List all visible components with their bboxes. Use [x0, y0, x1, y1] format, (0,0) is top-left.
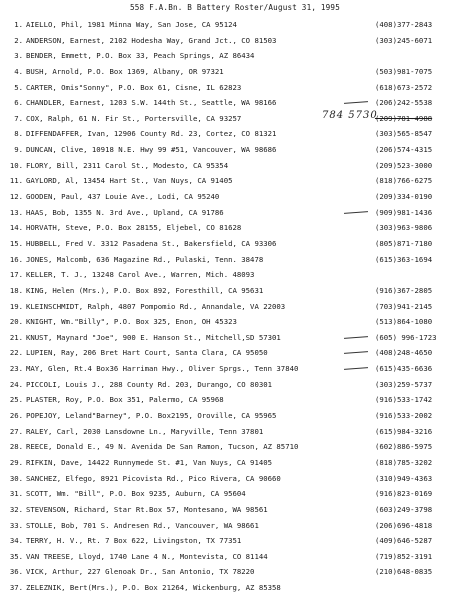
list-item	[4, 439, 466, 455]
entry-phone: (618)673-2572	[375, 82, 433, 92]
entry-number: 29.	[9, 457, 23, 467]
entry-phone: (605) 996-1723	[375, 332, 437, 342]
entry-number: 9.	[14, 145, 23, 155]
list-item	[4, 236, 466, 252]
entry-phone: (818)785-3202	[375, 457, 433, 467]
entry-number: 21.	[9, 332, 23, 342]
entry-name-address: GOODEN, Paul, 437 Louie Ave., Lodi, CA 95240	[26, 192, 220, 202]
list-item	[4, 502, 466, 518]
entry-name-address: TERRY, H. V., Rt. 7 Box 622, Livingston, TX 77351	[26, 536, 242, 546]
entry-phone: (408)377-2843	[375, 20, 433, 29]
entry-name-address: SCOTT, Wm. "Bill", P.O. Box 9235, Auburn, CA 95604	[26, 489, 246, 499]
list-item	[4, 17, 466, 33]
entry-number: 34.	[9, 536, 23, 546]
entry-name-address: KLEINSCHMIDT, Ralph, 4807 Pompomio Rd., Annandale, VA 22003	[26, 301, 286, 311]
entry-number: 1.	[14, 20, 23, 29]
list-item	[4, 95, 466, 111]
entry-name-address: HORVATH, Steve, P.O. Box 28155, Eljebel, CO 81628	[26, 223, 242, 233]
list-item	[4, 189, 466, 205]
entry-phone: (303)245-6071	[375, 35, 433, 45]
list-item	[4, 126, 466, 142]
list-item	[4, 48, 466, 64]
entry-number: 18.	[9, 285, 23, 295]
entry-phone: (303)565-8547	[375, 129, 433, 139]
entry-name-address: STEVENSON, Richard, Star Rt.Box 57, Montesano, WA 98561	[26, 504, 268, 514]
list-item	[4, 314, 466, 330]
entry-number: 6.	[14, 98, 23, 108]
entry-name-address: MAY, Glen, Rt.4 Box36 Harriman Hwy., Oliver Sprgs., Tenn 37840	[26, 364, 299, 374]
entry-phone: (602)886-5975	[375, 442, 433, 452]
entry-number: 26.	[9, 411, 23, 421]
entry-name-address: POPEJOY, Leland"Barney", P.O. Box2195, Oroville, CA 95965	[26, 411, 277, 421]
entry-number: 7.	[14, 113, 23, 123]
list-item	[4, 564, 466, 580]
entry-name-address: GAYLORD, Al, 13454 Hart St., Van Nuys, CA 91405	[26, 176, 233, 186]
entry-name-address: KNIGHT, Wm."Billy", P.O. Box 325, Enon, OH 45323	[26, 317, 237, 327]
list-item	[4, 173, 466, 189]
entry-phone: (916)823-0169	[375, 489, 433, 499]
entry-phone: (408)248-4650	[375, 348, 433, 358]
entry-phone: (206)242-5538	[375, 98, 433, 108]
entry-number: 2.	[14, 35, 23, 45]
entry-number: 31.	[9, 489, 23, 499]
entry-name-address: ZELEZNIK, Bert(Mrs.), P.O. Box 21264, Wickenburg, AZ 85358	[26, 583, 281, 593]
entry-phone: (909)981-1436	[375, 207, 433, 217]
entry-phone: (818)766-6275	[375, 176, 433, 186]
list-item	[4, 33, 466, 49]
entry-number: 15.	[9, 238, 23, 248]
entry-name-address: COX, Ralph, 61 N. Fir St., Portersville, CA 93257	[26, 113, 242, 123]
list-item	[4, 158, 466, 174]
entry-number: 12.	[9, 192, 23, 202]
entry-number: 30.	[9, 473, 23, 483]
entry-phone: (513)864-1080	[375, 317, 433, 327]
entry-name-address: RALEY, Carl, 2030 Lansdowne Ln., Maryville, Tenn 37801	[26, 426, 264, 436]
entry-name-address: JONES, Malcomb, 636 Magazine Rd., Pulaski, Tenn. 38478	[26, 254, 264, 264]
entry-number: 8.	[14, 129, 23, 139]
entry-phone: (209)334-0190	[375, 192, 433, 202]
entry-number: 25.	[9, 395, 23, 405]
entry-name-address: HUBBELL, Fred V. 3312 Pasadena St., Bakersfield, CA 93306	[26, 238, 277, 248]
list-item	[4, 471, 466, 487]
entry-name-address: AIELLO, Phil, 1981 Minna Way, San Jose, CA 95124	[26, 20, 237, 29]
entry-number: 32.	[9, 504, 23, 514]
list-item	[4, 392, 466, 408]
entry-name-address: RIFKIN, Dave, 14422 Runnymede St. #1, Van Nuys, CA 91405	[26, 457, 273, 467]
entry-phone: (615)363-1694	[375, 254, 433, 264]
entry-phone: (206)574-4315	[375, 145, 433, 155]
entry-name-address: CHANDLER, Earnest, 1203 S.W. 144th St., Seattle, WA 98166	[26, 98, 277, 108]
entry-number: 3.	[14, 51, 23, 61]
list-item	[4, 267, 466, 283]
list-item	[4, 330, 466, 346]
list-item	[4, 345, 466, 361]
entry-number: 13.	[9, 207, 23, 217]
entry-name-address: BUSH, Arnold, P.O. Box 1369, Albany, OR 97321	[26, 66, 224, 76]
entry-phone: (310)949-4363	[375, 473, 433, 483]
list-item	[4, 111, 466, 127]
entry-phone: (209)523-3000	[375, 160, 433, 170]
entry-name-address: PLASTER, Roy, P.O. Box 351, Palermo, CA 95968	[26, 395, 224, 405]
list-item	[4, 533, 466, 549]
entry-phone: (209)781-4988	[375, 113, 433, 123]
list-item	[4, 220, 466, 236]
entry-name-address: KNUST, Maynard "Joe", 900 E. Hanson St., Mitchell,SD 57301	[26, 332, 281, 342]
list-item	[4, 205, 466, 221]
list-item	[4, 80, 466, 96]
entry-number: 23.	[9, 364, 23, 374]
entry-number: 20.	[9, 317, 23, 327]
entry-phone: (206)696-4818	[375, 520, 433, 530]
entry-name-address: VICK, Arthur, 227 Glenoak Dr., San Antonio, TX 78220	[26, 567, 255, 577]
entry-number: 10.	[9, 160, 23, 170]
handwritten-note: 784 5730	[322, 109, 378, 121]
entry-phone: (805)871-7180	[375, 238, 433, 248]
entry-phone: (615)984-3216	[375, 426, 433, 436]
entry-name-address: LUPIEN, Ray, 206 Bret Hart Court, Santa Clara, CA 95050	[26, 348, 268, 358]
entry-number: 19.	[9, 301, 23, 311]
entry-number: 37.	[9, 583, 23, 593]
entry-name-address: CARTER, Omis"Sonny", P.O. Box 61, Cisne, IL 62823	[26, 82, 242, 92]
list-item	[4, 455, 466, 471]
entry-name-address: DUNCAN, Clive, 10918 N.E. Hwy 99 #51, Vancouver, WA 98686	[26, 145, 277, 155]
entry-phone: (303)963-9806	[375, 223, 433, 233]
entry-name-address: FLORY, Bill, 2311 Carol St., Modesto, CA 95354	[26, 160, 229, 170]
list-item	[4, 142, 466, 158]
entry-name-address: KELLER, T. J., 13248 Carol Ave., Warren, Mich. 48093	[26, 270, 255, 280]
entry-name-address: KING, Helen (Mrs.), P.O. Box 892, Foresthill, CA 95631	[26, 285, 264, 295]
entry-number: 33.	[9, 520, 23, 530]
entry-number: 24.	[9, 379, 23, 389]
entry-phone: (916)533-2002	[375, 411, 433, 421]
entry-name-address: REECE, Donald E., 49 N. Avenida De San Ramon, Tucson, AZ 85710	[26, 442, 299, 452]
entry-number: 4.	[14, 66, 23, 76]
list-item	[4, 549, 466, 565]
entry-name-address: DIFFENDAFFER, Ivan, 12906 County Rd. 23, Cortez, CO 81321	[26, 129, 277, 139]
entry-phone: (603)249-3798	[375, 504, 433, 514]
list-item	[4, 408, 466, 424]
list-item	[4, 252, 466, 268]
entry-name-address: SANCHEZ, Elfego, 8921 Picovista Rd., Pico Rivera, CA 90660	[26, 473, 281, 483]
list-item	[4, 486, 466, 502]
entry-phone: (210)648-0835	[375, 567, 433, 577]
entry-number: 17.	[9, 270, 23, 280]
entry-phone: (409)646-5287	[375, 536, 433, 546]
page-title: 558 F.A.Bn. B Battery Roster/August 31, 1995	[130, 3, 340, 12]
list-item	[4, 64, 466, 80]
roster-list	[4, 17, 466, 596]
entry-number: 11.	[9, 176, 23, 186]
entry-number: 35.	[9, 551, 23, 561]
entry-number: 14.	[9, 223, 23, 233]
entry-phone: (719)852-3191	[375, 551, 433, 561]
entry-name-address: ANDERSON, Earnest, 2102 Hodesha Way, Grand Jct., CO 81503	[26, 35, 277, 45]
list-item	[4, 580, 466, 596]
entry-number: 28.	[9, 442, 23, 452]
entry-name-address: PICCOLI, Louis J., 288 County Rd. 203, Durango, CO 80301	[26, 379, 273, 389]
entry-name-address: BENDER, Emmett, P.O. Box 33, Peach Springs, AZ 86434	[26, 51, 255, 61]
entry-phone: (503)981-7075	[375, 66, 433, 76]
entry-name-address: HAAS, Bob, 1355 N. 3rd Ave., Upland, CA 91786	[26, 207, 224, 217]
list-item	[4, 283, 466, 299]
list-item	[4, 377, 466, 393]
list-item	[4, 518, 466, 534]
list-item	[4, 424, 466, 440]
entry-phone: (303)259-5737	[375, 379, 433, 389]
entry-phone: (703)941-2145	[375, 301, 433, 311]
entry-name-address: STOLLE, Bob, 701 S. Andresen Rd., Vancouver, WA 98661	[26, 520, 259, 530]
entry-phone: (615)435-6636	[375, 364, 433, 374]
entry-phone: (916)367-2805	[375, 285, 433, 295]
entry-phone: (916)533-1742	[375, 395, 433, 405]
entry-number: 27.	[9, 426, 23, 436]
entry-number: 5.	[14, 82, 23, 92]
list-item	[4, 361, 466, 377]
list-item	[4, 299, 466, 315]
entry-number: 22.	[9, 348, 23, 358]
entry-number: 36.	[9, 567, 23, 577]
entry-number: 16.	[9, 254, 23, 264]
entry-name-address: VAN TREESE, Lloyd, 1740 Lane 4 N., Montevista, CO 81144	[26, 551, 268, 561]
